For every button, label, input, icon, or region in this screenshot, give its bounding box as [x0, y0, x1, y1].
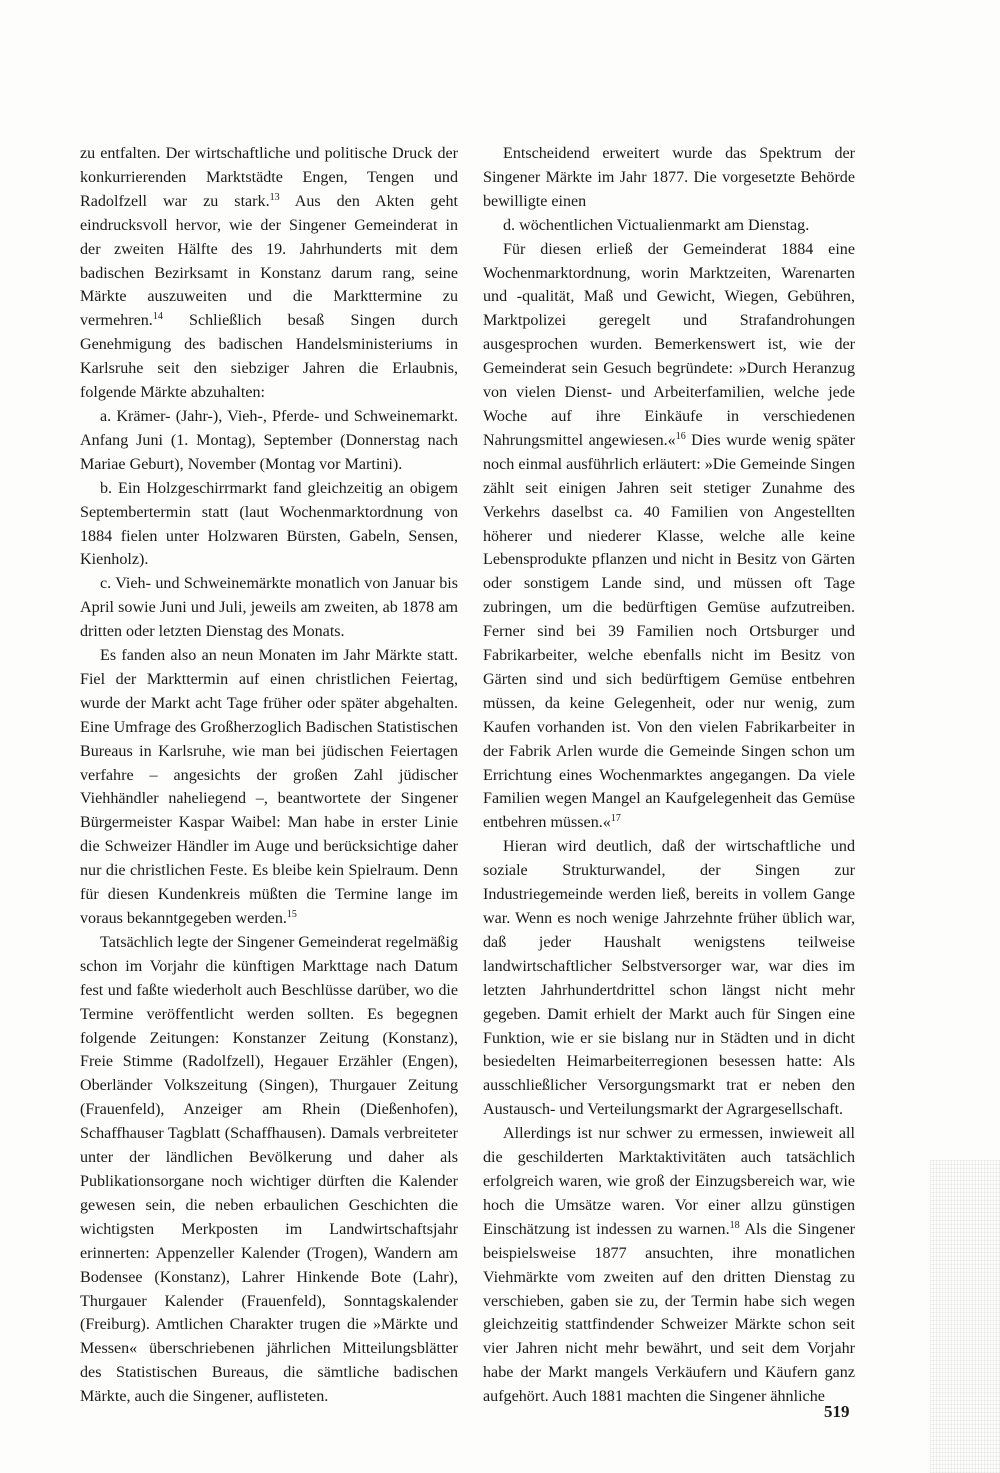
right-column — [483, 142, 855, 1409]
footnote-ref: 14 — [152, 311, 163, 323]
paragraph: Allerdings ist nur schwer zu ermessen, inwieweit all die geschilderten Marktaktivitäten auch tatsächlich erfolgreich waren, wie groß der Einzugsbereich war, wie hoch die Umsätze waren. Vor einer allzu günstigen Einschätzung ist indessen zu warnen.$^{18}$ Als die Singener beispielsweise 1877 ansuchten, ihre monatlichen Viehmärkte vom zweiten auf den dritten Dienstag zu verschieben, gaben sie zu, der Termin habe sich wegen gleichzeitig stattfindender Schweizer Märkte schon seit vier Jahren nicht mehr bewährt, und seit dem Vorjahr habe der Markt mangels Verkäufern und Käufern ganz aufgehört. Auch 1881 machten die Singener ähnliche — [483, 1125, 855, 1406]
left-column — [80, 142, 458, 1409]
footnote-ref: 17 — [610, 813, 621, 825]
scan-edge-noise — [930, 1160, 1000, 1473]
paragraph: zu entfalten. Der wirtschaftliche und politische Druck der konkurrierenden Marktstädte Engen, Tengen und Radolfzell war zu stark.$^{13}$ Aus den Akten geht eindrucksvoll hervor, wie der Singener Gemeinderat in der zweiten Hälfte des 19. Jahrhunderts mit dem badischen Bezirksamt in Konstanz darum rang, seine Märkte auszuweiten und die Markttermine zu vermehren.$^{14}$ Schließlich besaß Singen durch Genehmigung des badischen Handelsministeriums in Karlsruhe seit den siebziger Jahren die Erlaubnis, folgende Märkte abzuhalten: — [80, 145, 458, 402]
list-item-d: d. wöchentlichen Victualienmarkt am Dienstag. — [503, 216, 810, 234]
list-item-b: b. Ein Holzgeschirrmarkt fand gleichzeitig an obigem Septembertermin statt (laut Wochenmarktordnung von 1884 fielen unter Holzwaren Bürsten, Gabeln, Sensen, Kienholz). — [80, 479, 458, 569]
paragraph: Es fanden also an neun Monaten im Jahr Märkte statt. Fiel der Markttermin auf einen christlichen Feiertag, wurde der Markt acht Tage früher oder später abgehalten. Eine Umfrage des Großherzoglich Badischen Statistischen Bureaus in Karlsruhe, wie man bei jüdischen Feiertagen verfahre – angesichts der großen Zahl jüdischer Viehhändler naheliegend –, beantwortete der Singener Bürgermeister Kaspar Waibel: Man habe in erster Linie die Schweizer Händler im Auge und berücksichtige daher nur die christlichen Feste. Es bleibe kein Spielraum. Denn für diesen Kundenkreis müßten die Termine lange im voraus bekanntgegeben werden.$^{15}$ — [80, 647, 458, 927]
page-number: 519 — [824, 1402, 850, 1421]
footnote-ref: 16 — [675, 430, 686, 442]
paragraph: Tatsächlich legte der Singener Gemeinderat regelmäßig schon im Vorjahr die künftigen Markttage nach Datum fest und faßte wiederholt auch Beschlüsse darüber, wo die Termine veröffentlicht werden sollten. Es begegnen folgende Zeitungen: Konstanzer Zeitung (Konstanz), Freie Stimme (Radolfzell), Hegauer Erzähler (Engen), Oberländer Volkszeitung (Singen), Thurgauer Zeitung (Frauenfeld), Anzeiger am Rhein (Dießenhofen), Schaffhauser Tagblatt (Schaffhausen). Damals verbreiteter unter der ländlichen Bevölkerung und daher als Publikationsorgane noch wichtiger dürften die Kalender gewesen sein, die neben erbaulichen Geschichten die wichtigsten Merkposten im Landwirtschaftsjahr erinnerten: Appenzeller Kalender (Trogen), Wandern am Bodensee (Konstanz), Lahrer Hinkende Bote (Lahr), Thurgauer Kalender (Frauenfeld), Sonntagskalender (Freiburg). Amtlichen Charakter trugen die »Märkte und Messen« überschriebenen jährlichen Mitteilungsblätter des Statistischen Bureaus, die sämtliche badischen Märkte, auch die Singener, auflisteten. — [80, 933, 458, 1406]
paragraph: Hieran wird deutlich, daß der wirtschaftliche und soziale Strukturwandel, der Singen zur Industriegemeinde werden ließ, bereits in vollem Gange war. Wenn es noch wenige Jahrzehnte früher üblich war, daß jeder Haushalt wenigstens teilweise landwirtschaftlicher Selbstversorger war, war dies im letzten Jahrhundertdrittel schon längst nicht mehr gegeben. Damit erhielt der Markt auch für Singen eine Funktion, wie er sie bislang nur in Städten und in dicht besiedelten Heimarbeiterregionen besessen hatte: Als ausschließlicher Versorgungsmarkt trat er neben den Austausch- und Verteilungsmarkt der Agrargesellschaft. — [483, 838, 855, 1119]
list-item-a: a. Krämer- (Jahr-), Vieh-, Pferde- und Schweinemarkt. Anfang Juni (1. Montag), September (Donnerstag nach Mariae Geburt), November (Montag vor Martini). — [80, 407, 458, 473]
footnote-ref: 13 — [269, 191, 280, 203]
footnote-ref: 18 — [729, 1219, 740, 1231]
list-item-c: c. Vieh- und Schweinemärkte monatlich von Januar bis April sowie Juni und Juli, jeweils am zweiten, ab 1878 am dritten oder letzten Dienstag des Monats. — [80, 575, 458, 641]
paragraph: Entscheidend erweitert wurde das Spektrum der Singener Märkte im Jahr 1877. Die vorgesetzte Behörde bewilligte einen — [483, 145, 855, 210]
paragraph: Für diesen erließ der Gemeinderat 1884 eine Wochenmarktordnung, worin Marktzeiten, Warenarten und -qualität, Maß und Gewicht, Wiegen, Gebühren, Marktpolizei geregelt und Strafandrohungen ausgesprochen wurden. Bemerkenswert ist, wie der Gemeinderat sein Gesuch begründete: »Durch Heranzug von vielen Dienst- und Arbeiterfamilien, welche jede Woche auf ihre Einkäufe in verschiedenen Nahrungsmittel angewiesen.«$^{16}$ Dies wurde wenig später noch einmal ausführlich erläutert: »Die Gemeinde Singen zählt seit einigen Jahren seit stetiger Zunahme des Verkehrs daselbst ca. 40 Familien von Angestellten höherer und niederer Klasse, welche alle keine Lebensprodukte pflanzen und nicht in Besitz von Gärten oder sonstigem Lande sind, und müssen oft Tage zubringen, um die bedürftigen Gemüse aufzutreiben. Ferner sind bei 39 Familien noch Ortsburger und Fabrikarbeiter, welche ebenfalls nicht im Besitz von Gärten sind und sich bedürftigem Gemüse entbehren müssen, da keine Gelegenheit, oder nur wenig, zum Kaufen vorhanden ist. Von den vielen Fabrikarbeiter in der Fabrik Arlen wurde die Gemeinde Singen schon um Errichtung eines Wochenmarktes angegangen. Da viele Familien wegen Mangel an Kaufgelegenheit das Gemüse entbehren müssen.«$^{17}$ — [483, 240, 855, 832]
footnote-ref: 15 — [286, 909, 297, 920]
